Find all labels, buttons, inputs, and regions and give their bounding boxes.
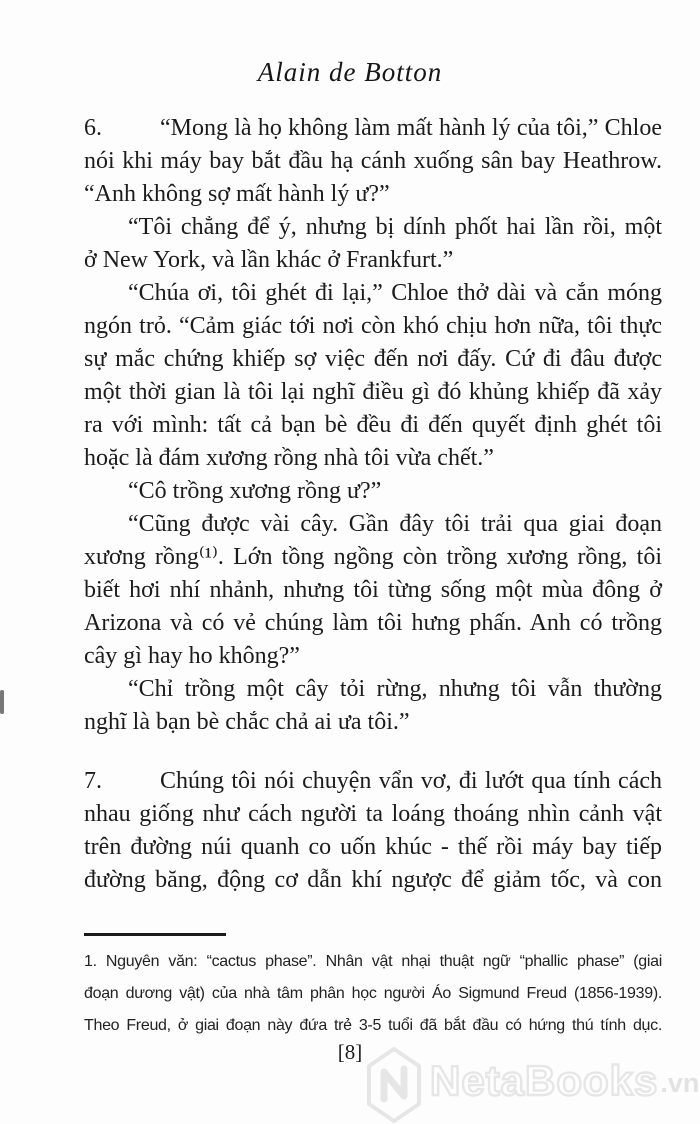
text-line: cây gì hay ho không?” (84, 643, 300, 669)
footnote-divider (84, 933, 226, 936)
text-line (84, 765, 662, 798)
footnote (84, 946, 662, 1042)
page-number: [8] (337, 1040, 363, 1064)
text-line: Arizona và có vẻ chúng làm tôi hưng phấn. Anh có trồng (84, 610, 662, 636)
text-line: hoặc là đám xương rồng nhà tôi vừa chết.” (84, 445, 494, 471)
paragraph-6 (84, 112, 662, 739)
text-line: xương rồng⁽¹⁾. Lớn tồng ngồng còn trồng xương rồng, tôi (84, 544, 662, 570)
hexagon-n-logo (366, 1046, 422, 1124)
footnote-line: đoạn dương vật) của nhà tâm phân học người Áo Sigmund Freud (1856-1939). (84, 985, 662, 1002)
watermark-text: NetaBooks (430, 1057, 659, 1104)
text-line: “Chúa ơi, tôi ghét đi lại,” Chloe thở dài và cắn móng (128, 280, 662, 306)
text-line-content: “Mong là họ không làm mất hành lý của tôi,” Chloe (160, 115, 662, 141)
text-line (84, 112, 662, 145)
text-line: “Cô trồng xương rồng ư?” (128, 478, 382, 504)
watermark-suffix: .vn (660, 1067, 700, 1098)
text-line: nói khi máy bay bắt đầu hạ cánh xuống sân bay Heathrow. (84, 148, 662, 174)
text-line: sự mắc chứng khiếp sợ việc đến nơi đấy. Cứ đi đâu được (84, 346, 662, 372)
text-line: nhau giống như cách người ta loáng thoáng nhìn cảnh vật (84, 801, 662, 827)
text-line: ra với mình: tất cả bạn bè đều đi đến quyết định ghét tôi (84, 412, 662, 438)
paragraph-number: 6. (84, 115, 102, 141)
text-line: đường băng, động cơ dẫn khí ngược để giảm tốc, và con (84, 867, 662, 893)
body-text (84, 112, 662, 897)
running-header: Alain de Botton (257, 57, 443, 87)
paragraph-7 (84, 765, 662, 897)
text-line: một thời gian là tôi lại nghĩ điều gì đó khủng khiếp đã xảy (84, 379, 662, 405)
text-line: “Chỉ trồng một cây tỏi rừng, nhưng tôi vẫn thường (128, 676, 662, 702)
text-line: trên đường núi quanh co uốn khúc - thế rồi máy bay tiếp (84, 834, 662, 860)
text-line: “Anh không sợ mất hành lý ư?” (84, 181, 390, 207)
netabooks-watermark (366, 1046, 699, 1124)
footnote-line: Theo Freud, ở giai đoạn này đứa trẻ 3-5 tuổi đã bắt đầu có hứng thú tính dục. (84, 1017, 662, 1034)
text-line: ở New York, và lần khác ở Frankfurt.” (84, 247, 454, 273)
scan-smudge (0, 690, 4, 714)
text-line: “Tôi chẳng để ý, nhưng bị dính phốt hai lần rồi, một (128, 214, 662, 240)
paragraph-number: 7. (84, 768, 102, 794)
text-line: biết hơi nhí nhảnh, nhưng tôi từng sống một mùa đông ở (84, 577, 662, 603)
text-line: nghĩ là bạn bè chắc chả ai ưa tôi.” (84, 709, 410, 735)
text-line: ngón trỏ. “Cảm giác tới nơi còn khó chịu hơn nữa, tôi thực (84, 313, 662, 339)
text-line-content: Chúng tôi nói chuyện vẩn vơ, đi lướt qua tính cách (160, 768, 662, 794)
footnote-line: 1. Nguyên văn: “cactus phase”. Nhân vật nhại thuật ngữ “phallic phase” (giai (84, 953, 662, 970)
text-line: “Cũng được vài cây. Gần đây tôi trải qua giai đoạn (128, 511, 662, 537)
